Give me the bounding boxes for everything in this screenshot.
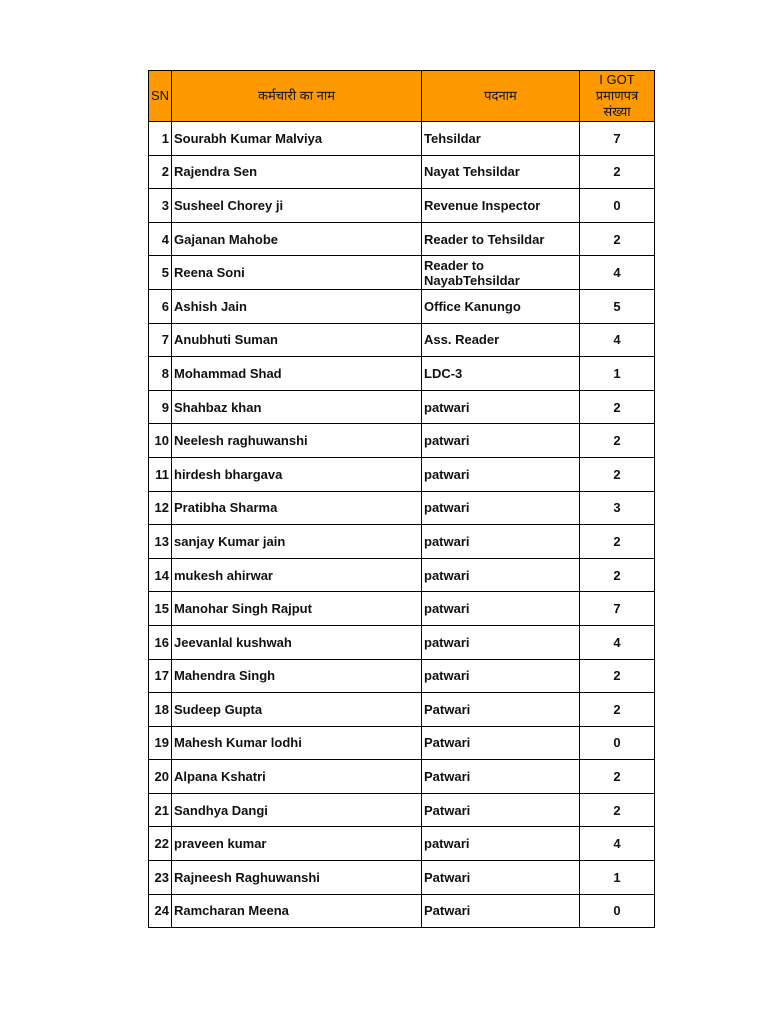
table-row xyxy=(149,592,655,626)
row-certificate-count: 7 xyxy=(580,122,655,156)
row-sn: 14 xyxy=(149,558,172,592)
table-row xyxy=(149,189,655,223)
row-certificate-count: 4 xyxy=(580,256,655,290)
row-designation: Patwari xyxy=(422,760,580,794)
row-sn: 10 xyxy=(149,424,172,458)
row-certificate-count: 2 xyxy=(580,457,655,491)
row-certificate-count: 4 xyxy=(580,827,655,861)
row-employee-name: Alpana Kshatri xyxy=(172,760,422,794)
table-row xyxy=(149,760,655,794)
row-employee-name: sanjay Kumar jain xyxy=(172,525,422,559)
row-sn: 24 xyxy=(149,894,172,928)
table-row xyxy=(149,861,655,895)
row-employee-name: Manohar Singh Rajput xyxy=(172,592,422,626)
row-designation: patwari xyxy=(422,659,580,693)
row-designation: patwari xyxy=(422,491,580,525)
table-row xyxy=(149,894,655,928)
row-designation: patwari xyxy=(422,457,580,491)
row-certificate-count: 2 xyxy=(580,155,655,189)
row-designation: Office Kanungo xyxy=(422,289,580,323)
row-employee-name: Mohammad Shad xyxy=(172,357,422,391)
row-sn: 16 xyxy=(149,625,172,659)
row-sn: 20 xyxy=(149,760,172,794)
table-body xyxy=(149,122,655,928)
table-row xyxy=(149,558,655,592)
row-designation: patwari xyxy=(422,625,580,659)
row-employee-name: Rajneesh Raghuwanshi xyxy=(172,861,422,895)
row-employee-name: Sudeep Gupta xyxy=(172,693,422,727)
row-certificate-count: 2 xyxy=(580,390,655,424)
header-count-line3: संख्या xyxy=(603,104,631,119)
row-certificate-count: 2 xyxy=(580,424,655,458)
row-sn: 11 xyxy=(149,457,172,491)
row-employee-name: Sourabh Kumar Malviya xyxy=(172,122,422,156)
table-row xyxy=(149,726,655,760)
row-designation: Reader to Tehsildar xyxy=(422,222,580,256)
table-row xyxy=(149,659,655,693)
row-sn: 9 xyxy=(149,390,172,424)
row-employee-name: Susheel Chorey ji xyxy=(172,189,422,223)
table-row xyxy=(149,793,655,827)
row-employee-name: Neelesh raghuwanshi xyxy=(172,424,422,458)
row-designation: Patwari xyxy=(422,894,580,928)
header-designation: पदनाम xyxy=(422,71,580,122)
row-sn: 1 xyxy=(149,122,172,156)
table-row xyxy=(149,827,655,861)
row-employee-name: Anubhuti Suman xyxy=(172,323,422,357)
header-row xyxy=(149,71,655,122)
row-sn: 22 xyxy=(149,827,172,861)
row-sn: 8 xyxy=(149,357,172,391)
table-row xyxy=(149,625,655,659)
table-row xyxy=(149,491,655,525)
row-sn: 21 xyxy=(149,793,172,827)
row-designation: patwari xyxy=(422,558,580,592)
row-employee-name: Pratibha Sharma xyxy=(172,491,422,525)
row-designation: Ass. Reader xyxy=(422,323,580,357)
row-employee-name: Shahbaz khan xyxy=(172,390,422,424)
row-sn: 15 xyxy=(149,592,172,626)
row-certificate-count: 4 xyxy=(580,625,655,659)
row-sn: 17 xyxy=(149,659,172,693)
row-designation: patwari xyxy=(422,390,580,424)
table-row xyxy=(149,256,655,290)
row-certificate-count: 5 xyxy=(580,289,655,323)
row-designation: patwari xyxy=(422,424,580,458)
row-employee-name: Ashish Jain xyxy=(172,289,422,323)
row-designation: LDC-3 xyxy=(422,357,580,391)
row-employee-name: Mahesh Kumar lodhi xyxy=(172,726,422,760)
row-sn: 2 xyxy=(149,155,172,189)
row-certificate-count: 2 xyxy=(580,693,655,727)
row-certificate-count: 2 xyxy=(580,760,655,794)
row-designation: Reader to NayabTehsildar xyxy=(422,256,580,290)
row-employee-name: Mahendra Singh xyxy=(172,659,422,693)
row-sn: 4 xyxy=(149,222,172,256)
header-certificate-count xyxy=(580,71,655,122)
table-row xyxy=(149,424,655,458)
row-certificate-count: 2 xyxy=(580,659,655,693)
row-employee-name: Reena Soni xyxy=(172,256,422,290)
row-sn: 6 xyxy=(149,289,172,323)
table-row xyxy=(149,289,655,323)
row-certificate-count: 1 xyxy=(580,861,655,895)
row-employee-name: Sandhya Dangi xyxy=(172,793,422,827)
row-designation: Tehsildar xyxy=(422,122,580,156)
table-row xyxy=(149,357,655,391)
row-designation: Patwari xyxy=(422,793,580,827)
row-certificate-count: 0 xyxy=(580,189,655,223)
table-row xyxy=(149,122,655,156)
row-certificate-count: 0 xyxy=(580,726,655,760)
row-designation: patwari xyxy=(422,525,580,559)
row-employee-name: Ramcharan Meena xyxy=(172,894,422,928)
row-certificate-count: 0 xyxy=(580,894,655,928)
row-designation: patwari xyxy=(422,592,580,626)
row-certificate-count: 3 xyxy=(580,491,655,525)
row-certificate-count: 7 xyxy=(580,592,655,626)
table-row xyxy=(149,222,655,256)
row-employee-name: praveen kumar xyxy=(172,827,422,861)
header-count-line2: प्रमाणपत्र xyxy=(595,88,639,103)
row-sn: 13 xyxy=(149,525,172,559)
employee-certificate-table xyxy=(148,70,655,928)
row-sn: 23 xyxy=(149,861,172,895)
table-row xyxy=(149,525,655,559)
row-sn: 7 xyxy=(149,323,172,357)
row-designation: Revenue Inspector xyxy=(422,189,580,223)
row-certificate-count: 2 xyxy=(580,793,655,827)
row-employee-name: Rajendra Sen xyxy=(172,155,422,189)
table-row xyxy=(149,155,655,189)
header-count-line1: I GOT xyxy=(599,72,635,87)
table-row xyxy=(149,457,655,491)
row-sn: 5 xyxy=(149,256,172,290)
row-designation: Nayat Tehsildar xyxy=(422,155,580,189)
row-employee-name: mukesh ahirwar xyxy=(172,558,422,592)
row-designation: Patwari xyxy=(422,726,580,760)
table-row xyxy=(149,693,655,727)
header-sn: SN xyxy=(149,71,172,122)
row-designation: Patwari xyxy=(422,693,580,727)
row-sn: 19 xyxy=(149,726,172,760)
row-employee-name: Jeevanlal kushwah xyxy=(172,625,422,659)
row-sn: 18 xyxy=(149,693,172,727)
row-sn: 12 xyxy=(149,491,172,525)
row-sn: 3 xyxy=(149,189,172,223)
row-employee-name: Gajanan Mahobe xyxy=(172,222,422,256)
row-employee-name: hirdesh bhargava xyxy=(172,457,422,491)
table-row xyxy=(149,390,655,424)
row-certificate-count: 2 xyxy=(580,525,655,559)
row-designation: patwari xyxy=(422,827,580,861)
table-row xyxy=(149,323,655,357)
row-certificate-count: 2 xyxy=(580,222,655,256)
row-certificate-count: 2 xyxy=(580,558,655,592)
row-certificate-count: 4 xyxy=(580,323,655,357)
header-employee-name: कर्मचारी का नाम xyxy=(172,71,422,122)
row-certificate-count: 1 xyxy=(580,357,655,391)
row-designation: Patwari xyxy=(422,861,580,895)
